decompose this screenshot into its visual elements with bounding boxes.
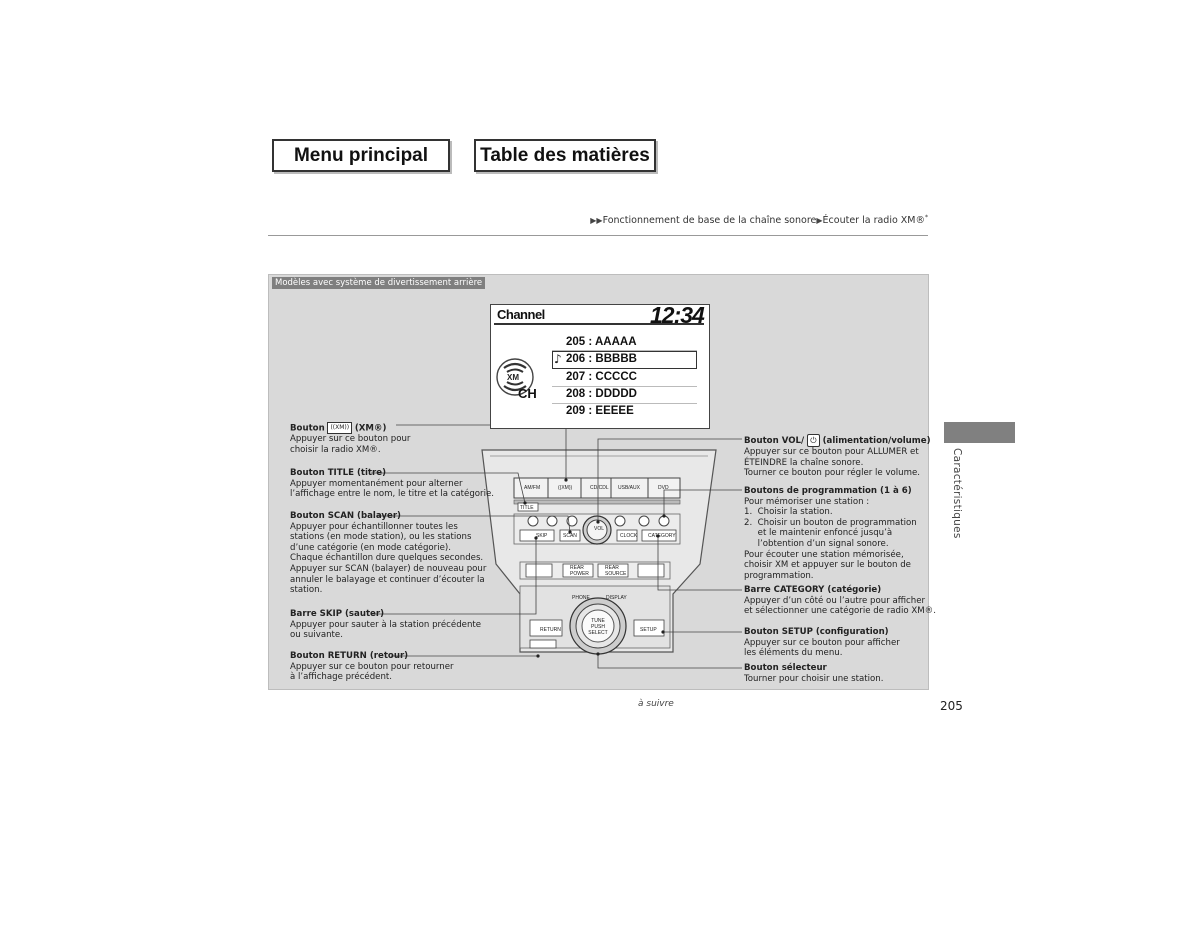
breadcrumb-arrow-icon: ▶: [816, 216, 823, 226]
ch-label: CH: [518, 386, 537, 401]
callout-text: Appuyer pour sauter à la station précédente: [290, 619, 482, 630]
channel-item[interactable]: 206 : BBBBB: [566, 353, 637, 365]
callout-text: Appuyer sur ce bouton pour afficher: [744, 637, 900, 648]
chapter-label: [945, 448, 965, 538]
callout-text: 2. Choisir un bouton de programmation: [744, 517, 917, 528]
callout-text: Appuyer d’un côté ou l’autre pour afficher: [744, 595, 926, 606]
callout-title: Bouton SETUP (configuration): [744, 627, 889, 637]
callout-setup: [744, 627, 900, 659]
callout-text: Appuyer momentanément pour alterner: [290, 478, 463, 489]
channel-item[interactable]: 208 : DDDDD: [566, 388, 637, 400]
callout-text: Appuyer sur ce bouton pour ALLUMER et: [744, 447, 919, 457]
chapter-tab[interactable]: [944, 422, 1015, 443]
callout-text: stations (en mode station), ou les stations: [290, 532, 472, 543]
xm-button[interactable]: ((XM)): [558, 485, 573, 491]
setup-button[interactable]: SETUP: [640, 627, 657, 633]
breadcrumb-section[interactable]: Fonctionnement de base de la chaîne sonore: [602, 215, 817, 227]
callout-text: l’obtention d’un signal sonore.: [744, 538, 889, 549]
callout-text: ou suivante.: [290, 630, 343, 641]
callout-title: Bouton VOL/: [744, 436, 805, 446]
return-button[interactable]: RETURN: [540, 627, 561, 633]
callout-title: Bouton: [290, 423, 325, 434]
power-icon: ⏻: [807, 434, 820, 447]
svg-text:XM: XM: [507, 373, 519, 382]
callout-text: Chaque échantillon dure quelques secondes.: [290, 553, 484, 564]
callout-xm: [290, 422, 410, 455]
breadcrumb-page: Écouter la radio XM®: [822, 215, 925, 227]
callout-text: Appuyer sur ce bouton pour: [290, 434, 411, 445]
model-tag: Modèles avec système de divertissement arrière: [272, 277, 485, 289]
callout-scan: [290, 511, 486, 596]
callout-title: Barre CATEGORY (catégorie): [744, 585, 882, 595]
callout-text: Pour écouter une station mémorisée,: [744, 549, 904, 560]
breadcrumb-arrow-icon: ▶▶: [590, 216, 603, 226]
main-menu-button[interactable]: Menu principal: [272, 139, 450, 172]
callout-text: 1. Choisir la station.: [744, 507, 833, 518]
scan-button[interactable]: SCAN: [563, 533, 577, 539]
callout-text: annuler le balayage et continuer d’écouter la: [290, 574, 485, 585]
callout-text: Tourner ce bouton pour régler le volume.: [744, 468, 921, 479]
callout-skip: [290, 609, 481, 641]
callout-title: (XM®): [354, 423, 387, 434]
callout-text: Appuyer sur ce bouton pour retourner: [290, 661, 454, 672]
callout-text: Tourner pour choisir une station.: [744, 673, 884, 684]
channel-item[interactable]: 209 : EEEEE: [566, 405, 634, 417]
callout-text: l’affichage entre le nom, le titre et la catégorie.: [290, 489, 494, 500]
callout-title: Barre SKIP (sauter): [290, 609, 385, 619]
xm-key-icon: ((XM)): [327, 422, 352, 434]
callout-vol: [744, 434, 931, 479]
callout-text: à l’affichage précédent.: [290, 672, 392, 683]
callout-title: Bouton SCAN (balayer): [290, 511, 401, 521]
callout-text: d’une catégorie (en mode catégorie).: [290, 542, 451, 553]
screen-clock: 12:34: [650, 302, 704, 328]
callout-text: Appuyer pour échantillonner toutes les: [290, 521, 458, 532]
table-of-contents-button[interactable]: Table des matières: [474, 139, 656, 172]
dvd-button[interactable]: DVD: [658, 485, 669, 491]
callout-text: et sélectionner une catégorie de radio XM®.: [744, 606, 936, 617]
chapter-label-text: Caractéristiques: [951, 448, 963, 539]
breadcrumb-asterisk: *: [925, 214, 928, 221]
usb-aux-button[interactable]: USB/AUX: [618, 485, 640, 491]
channel-divider: [552, 386, 697, 387]
vol-knob[interactable]: VOL: [594, 526, 605, 532]
callout-text: Pour mémoriser une station :: [744, 496, 870, 507]
callout-title: Bouton RETURN (retour): [290, 651, 409, 661]
callout-text: choisir XM et appuyer sur le bouton de: [744, 560, 911, 571]
breadcrumb: [590, 214, 928, 226]
skip-bar[interactable]: SKIP: [536, 533, 548, 539]
callout-text: choisir la radio XM®.: [290, 444, 381, 455]
cd-button[interactable]: CD/CDL: [590, 485, 609, 491]
display-button[interactable]: DISPLAY: [606, 595, 627, 601]
title-button[interactable]: TITLE: [520, 505, 534, 511]
channel-item[interactable]: 205 : AAAAA: [566, 336, 637, 348]
callout-text: ÉTEINDRE la chaîne sonore.: [744, 457, 864, 468]
screen-title: Channel: [497, 307, 545, 322]
music-note-icon: ♪: [554, 352, 562, 366]
callout-text: programmation.: [744, 570, 814, 581]
callout-selector: [744, 663, 883, 684]
category-bar[interactable]: CATEGORY: [648, 533, 676, 539]
header-divider: [268, 235, 928, 236]
callout-return: [290, 651, 454, 683]
callout-title-button: [290, 468, 494, 500]
callout-text: et le maintenir enfoncé jusqu’à: [744, 528, 893, 539]
callout-text: les éléments du menu.: [744, 648, 843, 659]
rear-source-button[interactable]: REAR SOURCE: [605, 565, 627, 577]
callout-text: Appuyer sur SCAN (balayer) de nouveau pour: [290, 563, 487, 574]
am-fm-button[interactable]: AM/FM: [524, 485, 541, 491]
callout-title: Bouton sélecteur: [744, 663, 827, 673]
rear-power-button[interactable]: REAR POWER: [570, 565, 589, 577]
callout-text: station.: [290, 585, 323, 596]
clock-button[interactable]: CLOCK: [620, 533, 638, 539]
callout-category: [744, 585, 936, 617]
channel-item[interactable]: 207 : CCCCC: [566, 371, 637, 383]
page-number: 205: [940, 699, 963, 713]
phone-button[interactable]: PHONE: [572, 595, 590, 601]
callout-title: Bouton TITLE (titre): [290, 468, 387, 478]
selector-knob[interactable]: TUNE PUSH SELECT: [588, 618, 608, 636]
channel-divider: [552, 403, 697, 404]
callout-title: Boutons de programmation (1 à 6): [744, 486, 912, 496]
callout-title: (alimentation/volume): [822, 436, 931, 446]
callout-presets: [744, 486, 917, 581]
continue-label: à suivre: [638, 699, 674, 709]
